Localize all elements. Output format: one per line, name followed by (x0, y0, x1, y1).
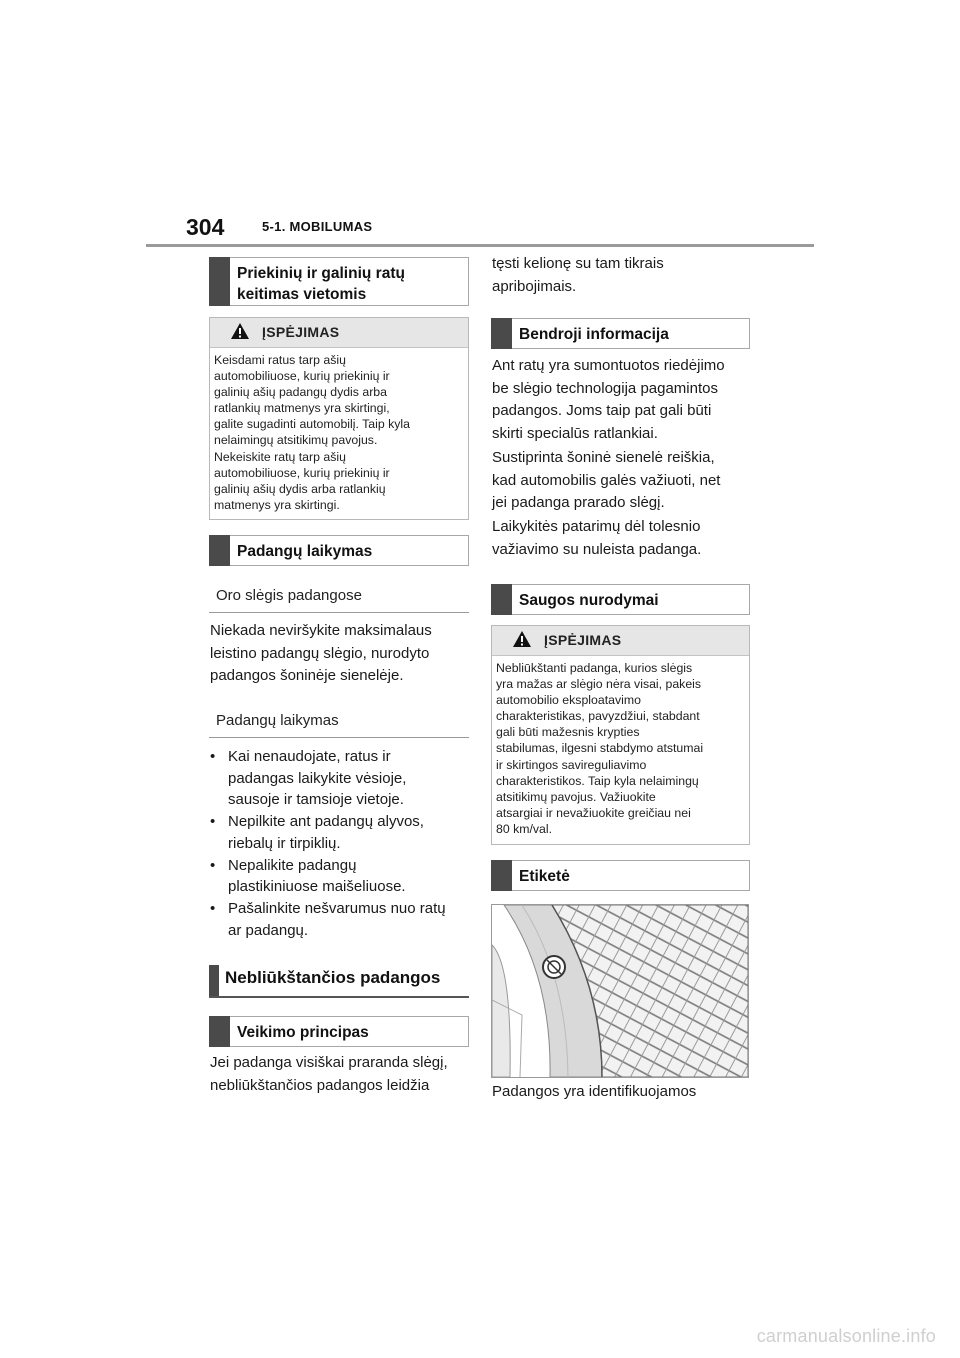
section-heading-safety (491, 584, 750, 615)
section-bar (209, 1016, 230, 1047)
list-item-text: Kai nenaudojate, ratus ir padangas laikykite vėsioje, sausoje ir tamsioje vietoje. (228, 748, 407, 808)
header-divider (146, 244, 814, 247)
warning-text: Nebliūkštanti padanga, kurios slėgis yra mažas ar slėgio nėra visai, pakeis automobilio eksploatavimo charakteristikas, pavyzdžiui, stabdant gali būti mažesnis krypties stabilumas, ilgesni stabdymo atstumai ir skirtingos savireguliavimo charakteristikos. Taip kyla nelaimingų atsitikimų pavojus. Važiuokite atsargiai ir nevažiuokite greičiau nei 80 km/val. (496, 661, 704, 836)
list-item-text: Pašalinkite nešvarumus nuo ratų ar padangų. (228, 900, 446, 939)
section-heading-text: Etiketė (519, 868, 570, 885)
warning-label: ĮSPĖJIMAS (262, 324, 340, 340)
warning-label: ĮSPĖJIMAS (544, 632, 622, 648)
watermark-text: carmanualsonline.info (756, 1326, 936, 1346)
subheading-text: Padangų laikymas (216, 712, 339, 729)
warning-triangle-icon (230, 322, 250, 340)
section-heading-wheel-rotation (209, 257, 469, 306)
section-heading-operation (209, 1016, 469, 1047)
section-bar (491, 860, 512, 891)
bullet-mark: • (210, 748, 216, 765)
warning-box-wheel-rotation (209, 317, 469, 520)
tire-figure (491, 904, 749, 1078)
storage-bullet-list (210, 746, 472, 942)
section-bar (209, 965, 219, 996)
section-heading-text: Saugos nurodymai (519, 592, 659, 609)
section-heading-text: Priekinių ir galinių ratų keitimas vietomis (237, 265, 405, 303)
warning-box-run-flat (491, 625, 750, 845)
section-bar (209, 535, 230, 566)
section-heading-general-info (491, 318, 750, 349)
subheading-air-pressure (209, 585, 469, 613)
warning-triangle-icon (512, 630, 532, 648)
list-item (210, 746, 472, 811)
list-item (210, 898, 472, 941)
bullet-mark: • (210, 856, 216, 874)
paragraph-runflat-tech: Ant ratų yra sumontuotos riedėjimo be slėgio technologija pagamintos padangos. Joms taip pat gali būti skirti specialūs ratlankiai. (492, 357, 725, 442)
paragraph-tire-identification: Padangos yra identifikuojamos (492, 1083, 697, 1100)
major-heading-text: Nebliūkštančios padangos (225, 968, 441, 987)
warning-header (492, 626, 749, 656)
bullet-mark: • (210, 813, 216, 830)
major-heading-run-flat (209, 965, 469, 998)
bullet-mark: • (210, 900, 216, 917)
subheading-text: Oro slėgis padangose (216, 587, 362, 604)
subheading-tire-storage (209, 710, 469, 738)
paragraph-continue-driving: tęsti kelionę su tam tikrais apribojimais. (492, 255, 664, 295)
section-heading-label (491, 860, 750, 891)
section-heading-text: Bendroji informacija (519, 326, 669, 343)
list-item-text: Nepalikite padangų plastikiniuose maišeliuose. (228, 856, 406, 895)
page-number: 304 (186, 214, 225, 240)
paragraph-max-pressure: Niekada neviršykite maksimalaus leistino padangų slėgio, nurodyto padangos šoninėje sienelėje. (210, 622, 432, 684)
warning-text: Keisdami ratus tarp ašių automobiliuose, kurių priekinių ir galinių ašių padangų dydis arba ratlankių matmenys yra skirtingi, galite sugadinti automobilį. Taip kyla nelaimingų atsitikimų pavojus. Nekeiskite ratų tarp ašių automobiliuose, kurių priekinių ir galinių ašių dydis arba ratlankių matmenys yra skirtingi. (214, 353, 410, 512)
list-item (210, 811, 472, 854)
list-item (210, 855, 472, 898)
tire-sidewall-illustration-icon (492, 905, 748, 1077)
section-heading-text: Padangų laikymas (237, 543, 373, 560)
section-heading-tire-storage (209, 535, 469, 566)
paragraph-reinforced-sidewall: Sustiprinta šoninė sienelė reiškia, kad automobilis galės važiuoti, net jei padanga prarado slėgį. (492, 449, 721, 511)
chapter-title: 5-1. MOBILUMAS (262, 219, 373, 234)
section-bar (209, 257, 230, 306)
paragraph-pressure-loss: Jei padanga visiškai praranda slėgį, nebliūkštančios padangos leidžia (210, 1054, 448, 1094)
section-heading-text: Veikimo principas (237, 1024, 369, 1041)
warning-header (210, 318, 468, 348)
paragraph-follow-advice: Laikykitės patarimų dėl tolesnio važiavimo su nuleista padanga. (492, 518, 702, 558)
list-item-text: Nepilkite ant padangų alyvos, riebalų ir tirpiklių. (228, 813, 424, 852)
section-bar (491, 584, 512, 615)
section-bar (491, 318, 512, 349)
